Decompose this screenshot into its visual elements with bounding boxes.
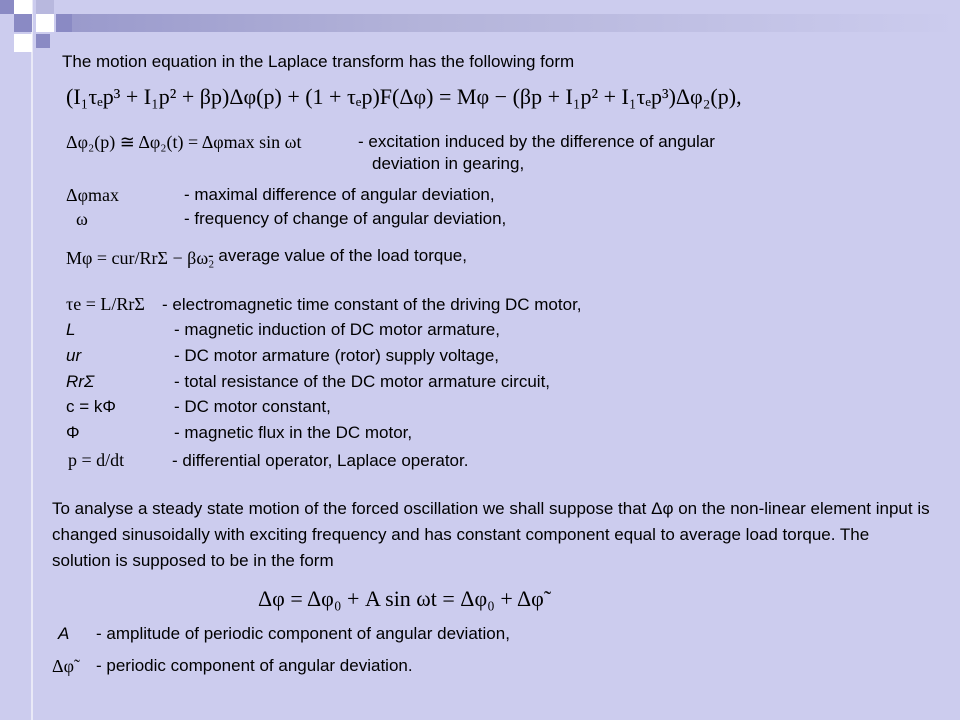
- decor-square: [14, 34, 32, 52]
- steady-state-paragraph: To analyse a steady state motion of the forced oscillation we shall suppose that Δφ on the non-linear element input is changed sinusoidally with exciting frequency and has constant component equal to average load torque. The solution is supposed to be in the form: [52, 499, 930, 570]
- symbol-A: A: [58, 624, 70, 643]
- excitation-formula: Δφ₂(p) ≅ Δφ₂(t) = Δφmax sin ωt: [66, 132, 302, 152]
- symbol-delta-phi-tilde: Δφ̃: [52, 656, 74, 676]
- omega-desc: - frequency of change of angular deviation,: [184, 209, 507, 228]
- intro-text: The motion equation in the Laplace transform has the following form: [62, 52, 575, 71]
- load-torque-formula: Mφ = cur/RrΣ − βω₂: [66, 248, 215, 268]
- desc-L: - magnetic induction of DC motor armature,: [174, 320, 500, 339]
- desc-delta-phi-tilde: - periodic component of angular deviation.: [96, 656, 413, 675]
- desc-A: - amplitude of periodic component of angular deviation,: [96, 624, 510, 643]
- decor-square: [36, 14, 54, 32]
- symbol-c: c = kΦ: [66, 397, 116, 416]
- desc-c: - DC motor constant,: [174, 397, 331, 416]
- desc-r-sigma: - total resistance of the DC motor armature circuit,: [174, 372, 551, 391]
- tau-e-desc: - electromagnetic time constant of the driving DC motor,: [162, 295, 582, 314]
- decor-square: [14, 14, 32, 32]
- omega-symbol: ω: [76, 209, 88, 229]
- decor-square: [56, 14, 72, 32]
- symbol-phi-flux: Φ: [66, 423, 80, 442]
- delta-phi-max-symbol: Δφmax: [66, 185, 119, 205]
- excitation-desc: - excitation induced by the difference of angular: [358, 132, 715, 151]
- decor-square: [14, 0, 32, 14]
- symbol-ur: ur: [66, 346, 82, 365]
- main-equation: (I₁τₑp³ + I₁p² + βp)Δφ(p) + (1 + τₑp)F(Δφ) = Mφ − (βp + I₁p² + I₁τₑp³)Δφ₂(p),: [66, 84, 742, 109]
- decor-square: [0, 0, 14, 14]
- desc-phi-flux: - magnetic flux in the DC motor,: [174, 423, 413, 442]
- decorative-vertical-line: [31, 0, 33, 720]
- symbol-p-operator: p = d/dt: [68, 450, 125, 470]
- symbol-L: L: [66, 320, 76, 339]
- desc-p-operator: - differential operator, Laplace operator.: [172, 451, 469, 470]
- tau-e-formula: τe = L/RrΣ: [66, 294, 145, 314]
- solution-equation: Δφ = Δφ₀ + A sin ωt = Δφ₀ + Δφ̃: [258, 586, 544, 611]
- symbol-r-sigma: RrΣ: [66, 372, 95, 391]
- header-gradient-bar: [72, 14, 960, 32]
- load-torque-desc: - average value of the load torque,: [208, 246, 467, 265]
- delta-phi-max-desc: - maximal difference of angular deviation,: [184, 185, 495, 204]
- desc-ur: - DC motor armature (rotor) supply voltage,: [174, 346, 499, 365]
- decor-square: [36, 0, 54, 14]
- excitation-desc-cont: deviation in gearing,: [372, 154, 525, 173]
- decor-square: [36, 34, 50, 48]
